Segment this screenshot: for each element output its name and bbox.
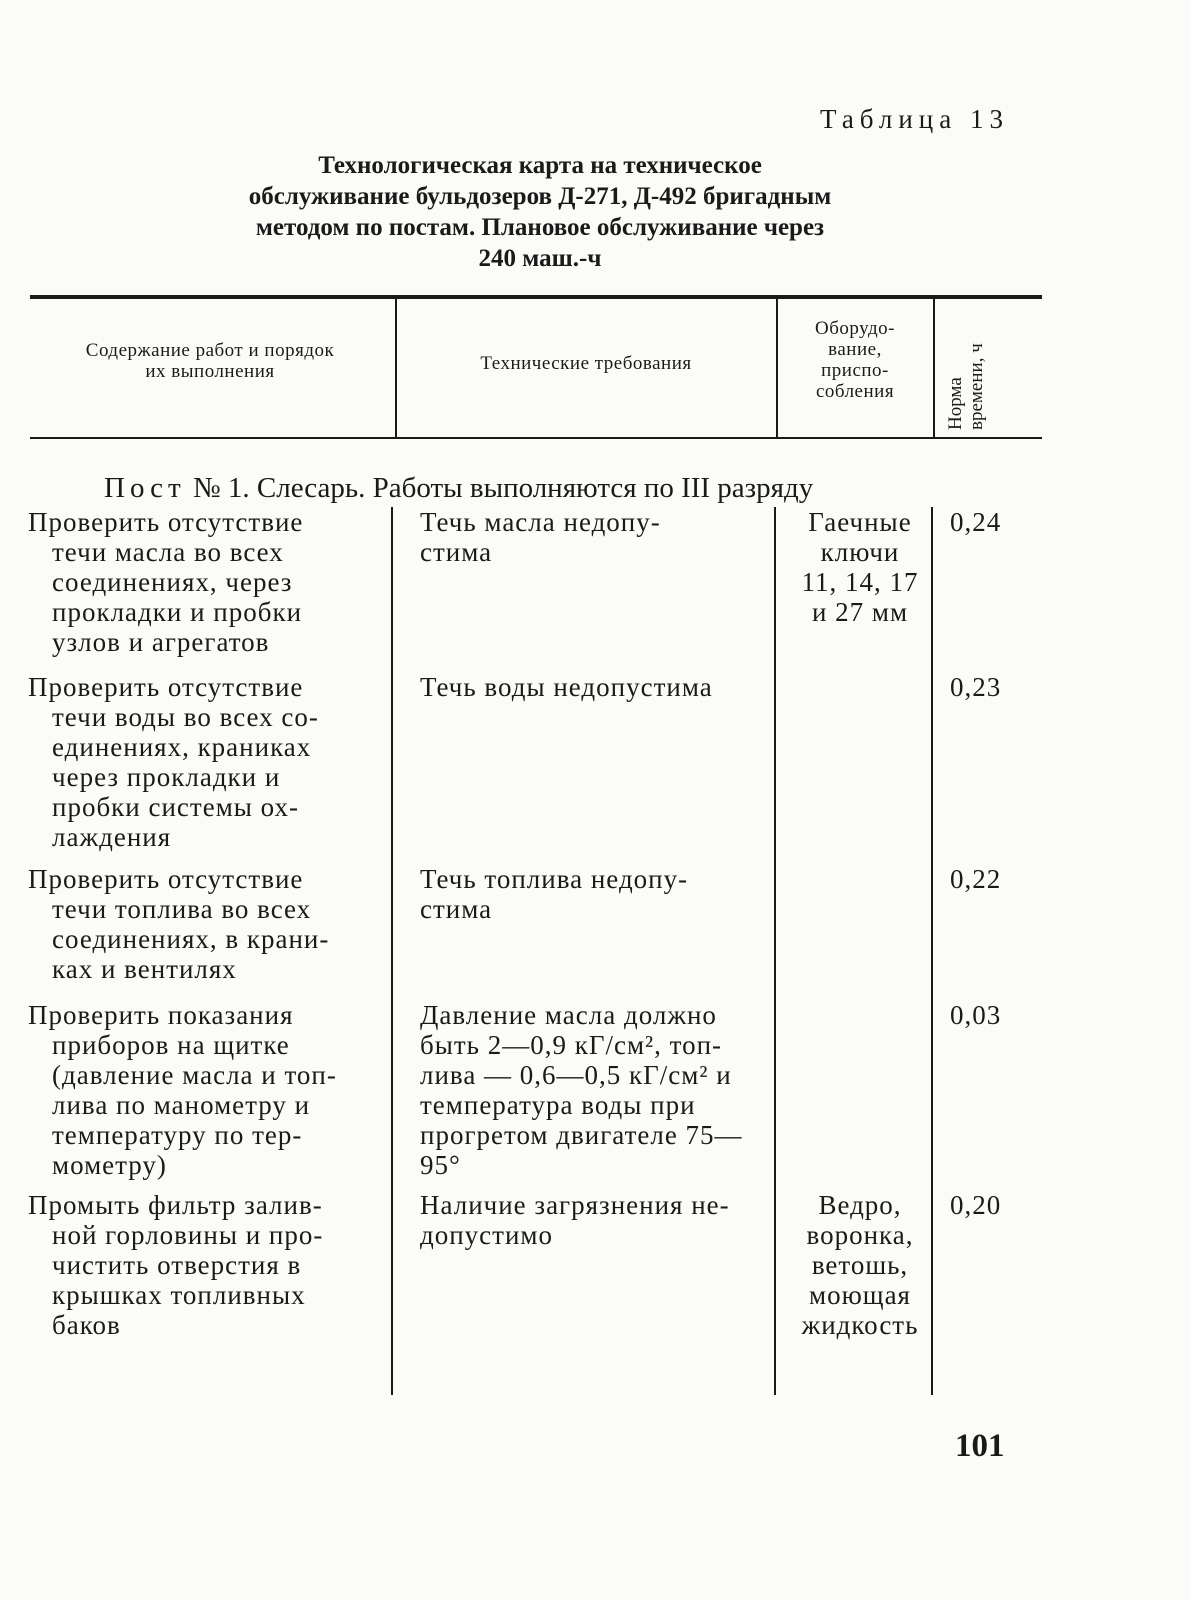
header-requirements-text: Технические требования [480,353,692,374]
row-requirements-line: Давление масла должно [420,1000,717,1030]
row-equipment-line: моющая [809,1280,911,1310]
header-bottom-rule [30,437,1042,439]
header-work [30,340,390,382]
row-requirements [420,672,772,702]
row-requirements-line: лива — 0,6—0,5 кГ/см² и [420,1060,732,1090]
row-equipment-line: ветошь, [811,1250,909,1280]
header-requirements [400,353,772,374]
row-work-line: мометру) [52,1150,167,1180]
row-requirements-line: стима [420,894,493,924]
header-top-rule [30,295,1042,299]
row-work-line: Проверить отсутствие [28,672,304,702]
row-equipment-line: воронка, [806,1220,914,1250]
row-work-line: Проверить показания [28,1000,294,1030]
row-norm: 0,03 [950,1000,1002,1030]
row-work-line: течи воды во всех со- [52,702,319,732]
row-work [28,507,383,657]
table-title [140,150,940,274]
header-divider [395,299,397,437]
row-equipment [790,1190,930,1340]
row-work [28,1000,383,1180]
header-norm [945,300,1065,430]
row-work-line: крышках топливных [52,1280,306,1310]
row-work [28,864,383,984]
header-work-line: их выполнения [145,361,275,382]
row-work-line: лаждения [52,822,172,852]
row-equipment [790,507,930,627]
row-work-line: прокладки и пробки [52,597,303,627]
header-equipment-line: Оборудо- [815,318,895,339]
header-norm-line: времени, ч [966,343,987,430]
row-work-line: пробки системы ох- [52,792,299,822]
row-norm: 0,22 [950,864,1002,894]
row-work-line: через прокладки и [52,762,281,792]
row-equipment-line: жидкость [801,1310,919,1340]
row-requirements-line: стима [420,537,493,567]
row-work-line: ках и вентилях [52,954,237,984]
header-equipment-line: приспо- [821,360,889,381]
row-equipment-line: и 27 мм [811,597,909,627]
row-requirements-line: температура воды при [420,1090,696,1120]
header-equipment-line: вание, [828,339,882,360]
row-work-line: ной горловины и про- [52,1220,324,1250]
row-requirements-line: Наличие загрязнения не- [420,1190,730,1220]
title-line: 240 маш.-ч [478,245,602,272]
row-work-line: (давление масла и топ- [52,1060,337,1090]
row-work-line: Промыть фильтр залив- [28,1190,323,1220]
row-requirements-line: допустимо [420,1220,554,1250]
row-equipment-line: 11, 14, 17 [801,567,919,597]
header-equipment [780,318,930,402]
header-norm-line: Норма [945,377,966,430]
row-norm: 0,23 [950,672,1002,702]
row-requirements-line: 95° [420,1150,461,1180]
row-requirements [420,1000,772,1180]
row-equipment-line: ключи [820,537,900,567]
row-work-line: лива по манометру и [52,1090,311,1120]
header-divider [776,299,778,437]
row-work-line: течи масла во всех [52,537,284,567]
row-norm: 0,24 [950,507,1002,537]
row-work-line: температуру по тер- [52,1120,303,1150]
column-divider [931,507,933,1395]
row-requirements-line: Течь топлива недопу- [420,864,689,894]
row-work-line: баков [52,1310,121,1340]
row-requirements-line: Течь масла недопу- [420,507,661,537]
title-line: Технологическая карта на техническое [318,152,762,179]
row-work-line: соединениях, через [52,567,293,597]
row-norm: 0,20 [950,1190,1002,1220]
row-work-line: чистить отверстия в [52,1250,302,1280]
row-work-line: течи топлива во всех [52,894,312,924]
section-heading-post: Пост [104,472,186,504]
row-requirements-line: быть 2—0,9 кГ/см², топ- [420,1030,723,1060]
row-requirements-line: прогретом двигателе 75— [420,1120,743,1150]
section-heading-rest: № 1. Слесарь. Работы выполняются по III разряду [192,472,814,504]
page-number: 101 [955,1428,1005,1464]
row-equipment-line: Ведро, [818,1190,902,1220]
row-requirements [420,864,772,924]
row-requirements-line: Течь воды недопустима [420,672,713,702]
row-work-line: узлов и агрегатов [52,627,270,657]
row-work [28,1190,383,1340]
row-work-line: Проверить отсутствие [28,507,304,537]
column-divider [391,507,393,1395]
row-work-line: Проверить отсутствие [28,864,304,894]
section-heading [104,472,813,505]
title-line: обслуживание бульдозеров Д-271, Д-492 бригадным [248,183,832,210]
row-work-line: единениях, краниках [52,732,312,762]
row-requirements [420,1190,772,1250]
row-work [28,672,383,852]
row-work-line: соединениях, в крани- [52,924,330,954]
header-equipment-line: собления [815,381,895,402]
title-line: методом по постам. Плановое обслуживание через [255,214,825,241]
header-work-line: Содержание работ и порядок [85,340,335,361]
row-requirements [420,507,772,567]
header-divider [933,299,935,437]
row-work-line: приборов на щитке [52,1030,290,1060]
row-equipment-line: Гаечные [808,507,912,537]
table-label: Таблица 13 [820,104,1009,134]
column-divider [774,507,776,1395]
